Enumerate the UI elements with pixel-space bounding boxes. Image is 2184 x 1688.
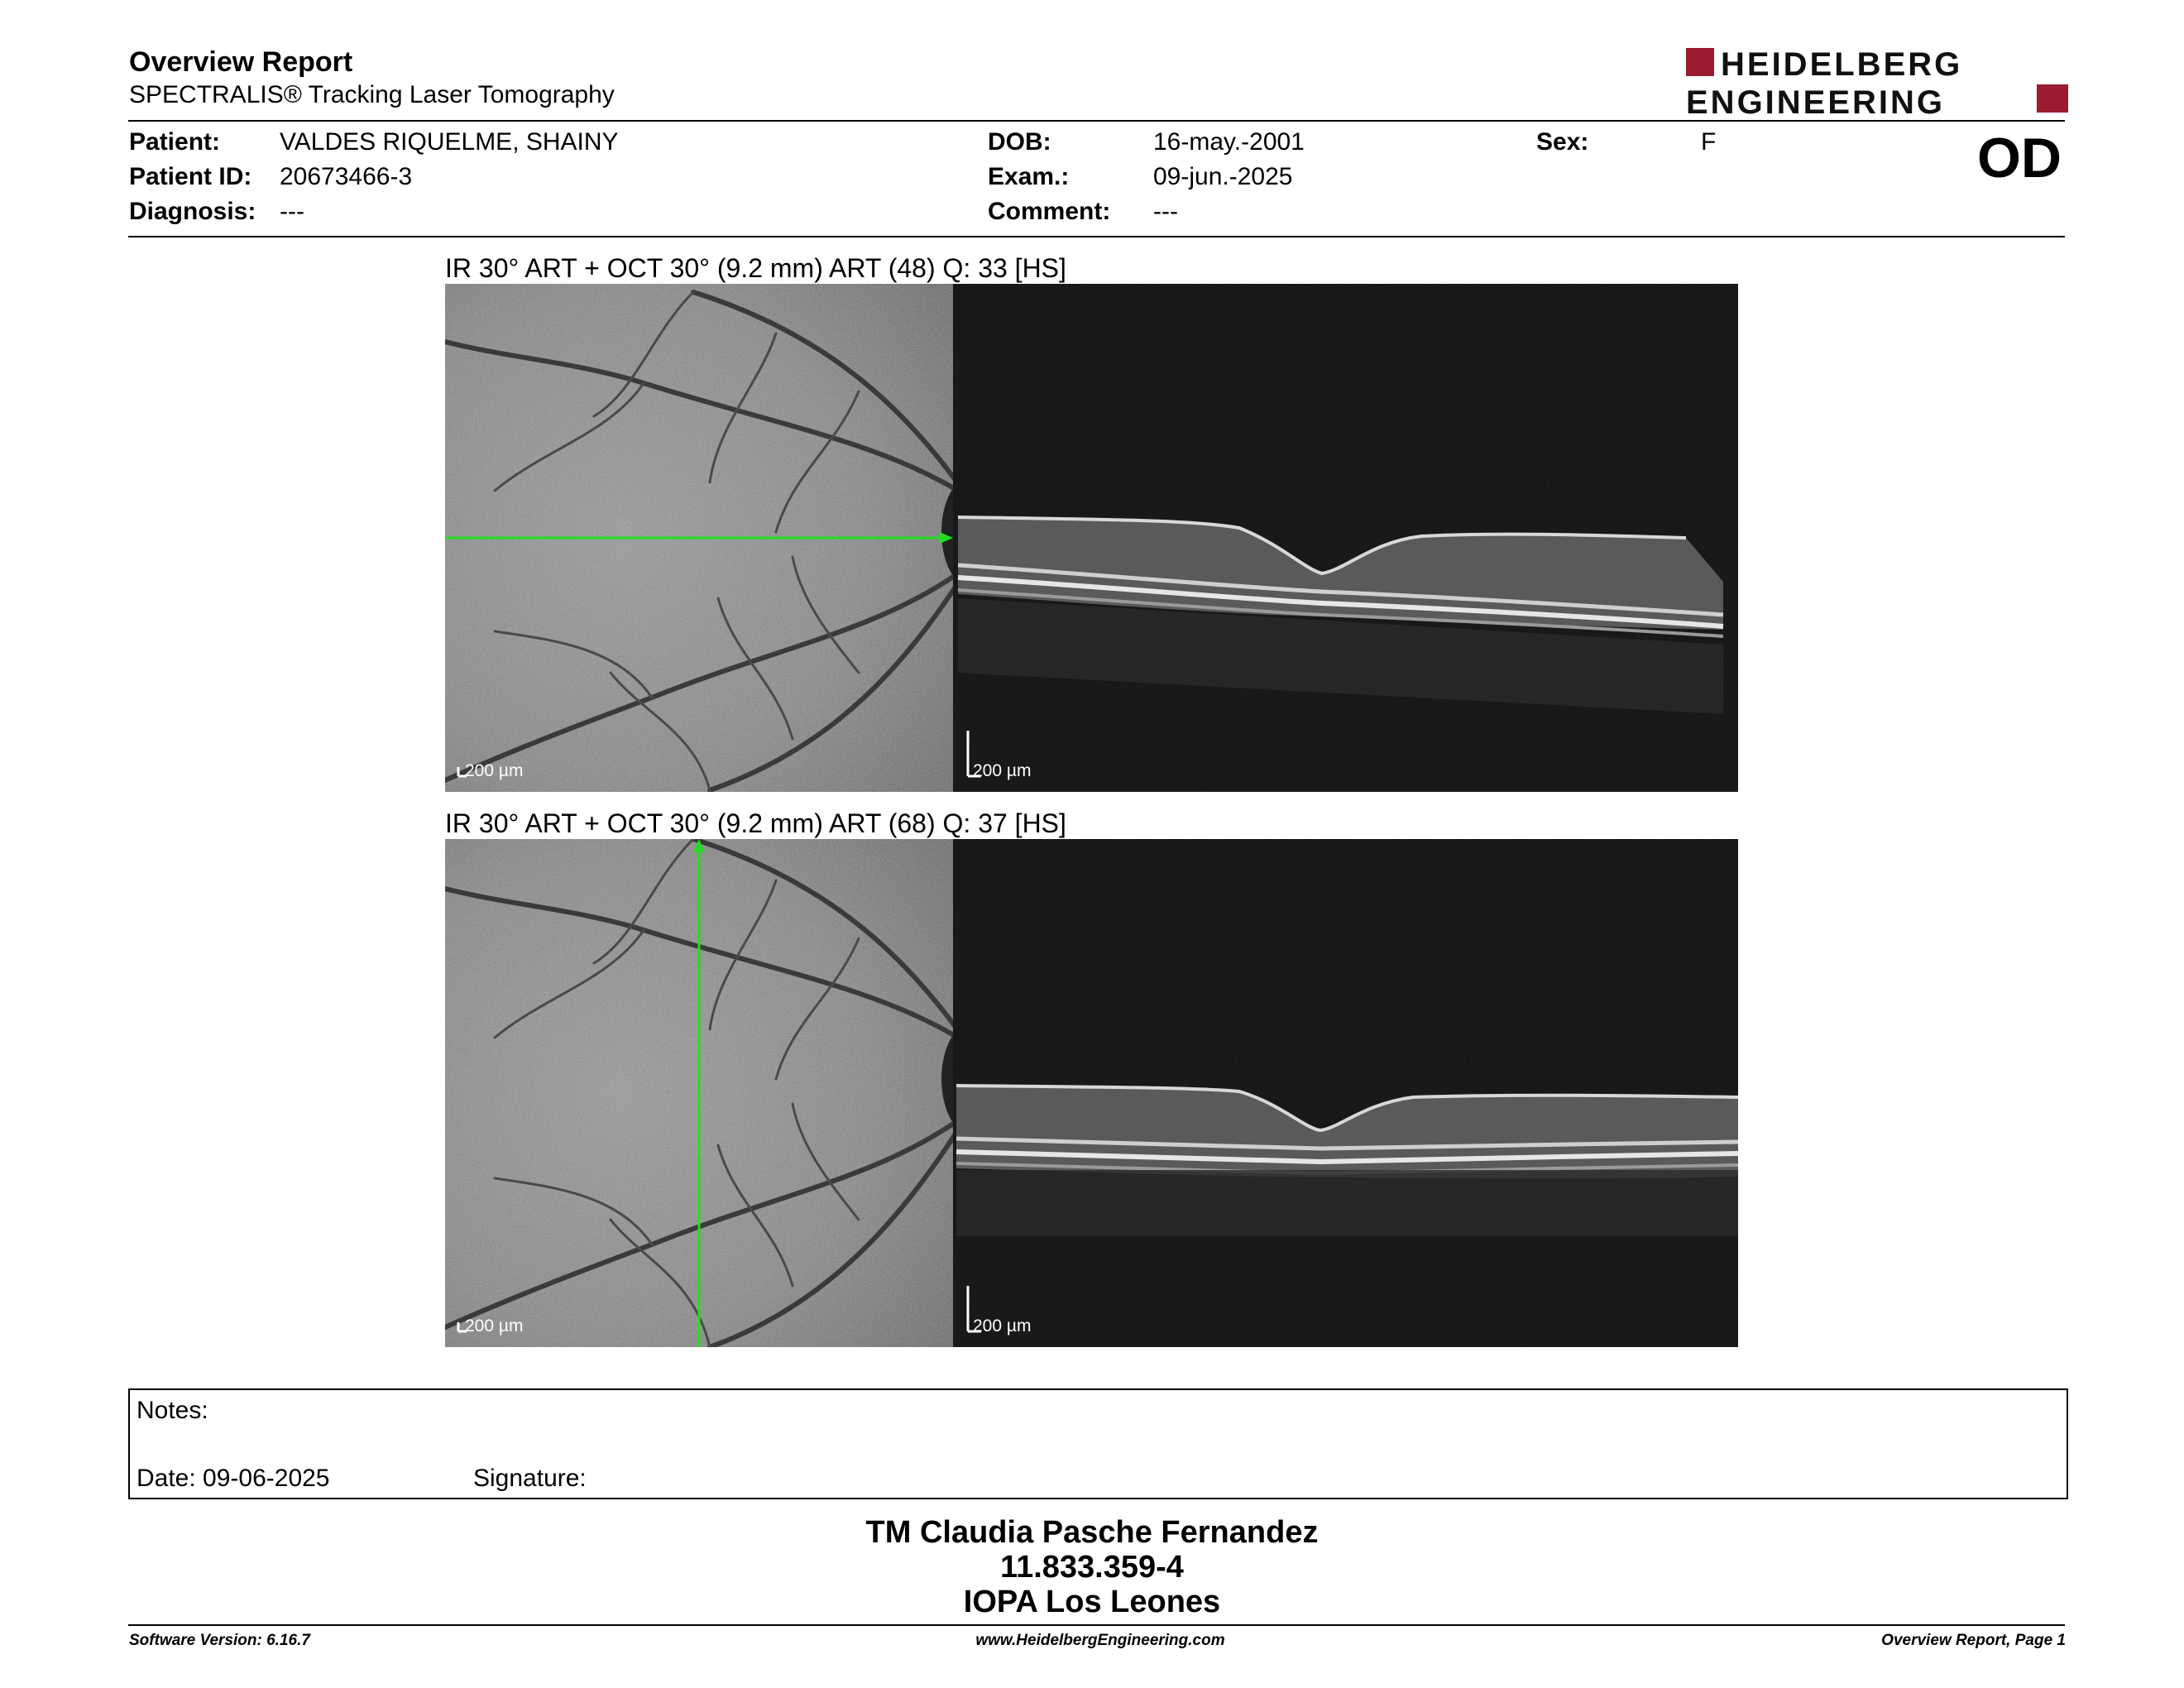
scan-title: IR 30° ART + OCT 30° (9.2 mm) ART (68) Q: 37 [HS] — [445, 808, 1066, 838]
exam-value: 09-jun.-2025 — [1153, 163, 1293, 190]
institution-name: IOPA Los Leones — [963, 1585, 1221, 1619]
oct-scale-label: 200 µm — [973, 1316, 1032, 1336]
heidelberg-logo — [1686, 46, 2070, 117]
notes-label: Notes: — [136, 1397, 208, 1424]
patient-id-value: 20673466-3 — [280, 163, 413, 190]
signature-label: Signature: — [473, 1465, 587, 1492]
patient-name: VALDES RIQUELME, SHAINY — [280, 128, 619, 156]
technician-rut: 11.833.359-4 — [1000, 1550, 1184, 1585]
scan-panel — [445, 839, 1738, 1347]
oct-bscan-image — [953, 839, 1738, 1347]
exam-label: Exam.: — [988, 163, 1070, 190]
ir-scale-label: 200 µm — [465, 1316, 524, 1336]
svg-text:HEIDELBERG: HEIDELBERG — [1721, 46, 1963, 83]
ir-fundus-image — [445, 839, 1008, 1347]
header-rule-top — [128, 120, 2065, 122]
oct-bscan-image — [953, 284, 1738, 792]
header-rule-bottom — [128, 236, 2065, 237]
eye-indicator: OD — [1977, 127, 2062, 189]
sex-label: Sex: — [1536, 128, 1589, 156]
date-label: Date: 09-06-2025 — [136, 1465, 330, 1492]
ir-scale-label: 200 µm — [465, 761, 524, 780]
sex-value: F — [1701, 128, 1717, 156]
website-link[interactable]: www.HeidelbergEngineering.com — [975, 1632, 1225, 1649]
notes-box — [128, 1388, 2068, 1499]
diagnosis-value: --- — [280, 198, 304, 225]
footer-rule — [128, 1624, 2065, 1626]
scan-panel — [445, 284, 1738, 792]
dob-value: 16-may.-2001 — [1153, 128, 1305, 156]
comment-value: --- — [1153, 198, 1178, 225]
patient-id-label: Patient ID: — [129, 163, 252, 190]
scan-title: IR 30° ART + OCT 30° (9.2 mm) ART (48) Q: 33 [HS] — [445, 253, 1066, 283]
dob-label: DOB: — [988, 128, 1051, 156]
technician-name: TM Claudia Pasche Fernandez — [865, 1515, 1319, 1550]
svg-text:ENGINEERING: ENGINEERING — [1686, 84, 1946, 117]
oct-scale-label: 200 µm — [973, 761, 1032, 780]
diagnosis-label: Diagnosis: — [129, 198, 256, 225]
patient-label: Patient: — [129, 128, 221, 156]
software-version: Software Version: 6.16.7 — [129, 1632, 310, 1649]
report-title: Overview Report — [129, 46, 353, 78]
report-subtitle: SPECTRALIS® Tracking Laser Tomography — [129, 81, 615, 108]
page-number: Overview Report, Page 1 — [1881, 1632, 2066, 1649]
comment-label: Comment: — [988, 198, 1111, 225]
